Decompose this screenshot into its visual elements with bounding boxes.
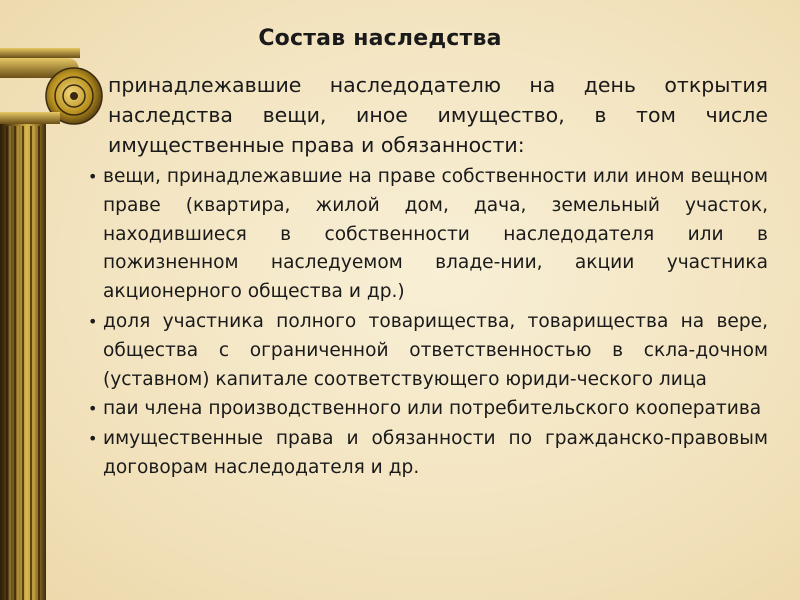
list-item-text: вещи, принадлежавшие на праве собственности или ином вещном праве (квартира, жилой дом, дача, земельный участок, находившиеся в собственности наследодателя или в пожизненном наследуемом владе-нии, акции участника акционерного общества и др.) — [103, 166, 768, 303]
bullet-icon: • — [88, 311, 98, 331]
bullet-list — [88, 163, 768, 484]
list-item-text: паи члена производственного или потребительского кооператива — [103, 398, 762, 420]
list-item — [88, 163, 768, 307]
bullet-icon: • — [88, 429, 98, 449]
list-item — [88, 425, 768, 483]
list-item — [88, 308, 768, 394]
slide-title: Состав наследства — [258, 26, 502, 51]
bullet-icon: • — [88, 167, 98, 186]
list-item-text: имущественные права и обязанности по гражданско-правовым договорам наследодателя и др. — [103, 428, 768, 478]
list-item — [88, 395, 768, 424]
bullet-icon: • — [88, 399, 98, 419]
list-item-text: доля участника полного товарищества, товарищества на вере, общества с ограниченной ответственностью в скла-дочном (уставном) капитале соответствующего юриди-ческого лица — [103, 310, 768, 390]
lead-paragraph: принадлежавшие наследодателю на день открытия наследства вещи, иное имущество, в том числе имущественные права и обязанности: — [108, 73, 768, 157]
